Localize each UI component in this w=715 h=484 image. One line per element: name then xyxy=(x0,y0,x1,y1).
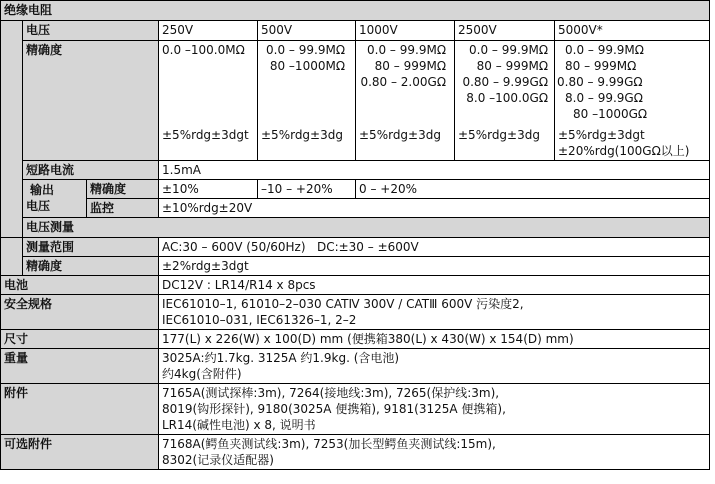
measure-accuracy-label: 精确度 xyxy=(23,257,159,276)
accuracy-1000: ±5%rdg±3dg xyxy=(356,126,455,161)
dimensions-label: 尺寸 xyxy=(1,330,159,349)
row-measure-range xyxy=(1,238,710,257)
range-5000: 0.0 – 99.9MΩ 80 – 999MΩ 0.80 – 9.99GΩ 8.0 – 99.9GΩ 80 –1000GΩ xyxy=(555,41,710,127)
accuracy-250: ±5%rdg±3dgt xyxy=(159,126,258,161)
range-250: 0.0 –100.0MΩ xyxy=(159,41,258,127)
measure-range-value: AC:30 – 600V (50/60Hz) DC:±30 – ±600V xyxy=(159,238,710,257)
section-gutter xyxy=(1,238,23,276)
short-circuit-label: 短路电流 xyxy=(23,161,159,180)
range-500: 0.0 – 99.9MΩ 80 –1000MΩ xyxy=(258,41,356,127)
output-accuracy-250: ±10% xyxy=(159,180,258,199)
output-accuracy-label: 精确度 xyxy=(87,180,159,199)
range-1000: 0.0 – 99.9MΩ 80 – 999MΩ 0.80 – 2.00GΩ xyxy=(356,41,455,127)
voltage-2500: 2500V xyxy=(455,21,555,41)
row-voltage xyxy=(1,21,710,41)
voltage-label: 电压 xyxy=(23,21,159,41)
section-voltage-measure xyxy=(1,218,710,238)
row-short-circuit xyxy=(1,161,710,180)
safety-label: 安全规格 xyxy=(1,295,159,330)
accuracy-500: ±5%rdg±3dg xyxy=(258,126,356,161)
accuracy-5000: ±5%rdg±3dgt ±20%rdg(100GΩ以上) xyxy=(555,126,710,161)
voltage-5000: 5000V* xyxy=(555,21,710,41)
row-output-accuracy xyxy=(1,180,710,199)
range-2500: 0.0 – 99.9MΩ 80 – 999MΩ 0.80 – 9.99GΩ 8.0 –100.0GΩ xyxy=(455,41,555,127)
output-voltage-label: 输出 电压 xyxy=(23,180,87,218)
dimensions-value: 177(L) x 226(W) x 100(D) mm (便携箱380(L) x 430(W) x 154(D) mm) xyxy=(159,330,710,349)
accessories-value: 7165A(测试探棒:3m), 7264(接地线:3m), 7265(保护线:3m), 8019(钩形探针), 9180(3025A 便携箱), 9181(3125A 便携箱), LR14(碱性电池) x 8, 说明书 xyxy=(159,384,710,435)
section-title: 绝缘电阻 xyxy=(1,1,710,21)
optional-accessories-value: 7168A(鳄鱼夹测试线:3m), 7253(加长型鳄鱼夹测试线:15m), 8302(记录仪适配器) xyxy=(159,435,710,470)
section-title: 电压测量 xyxy=(23,218,710,238)
row-weight xyxy=(1,349,710,384)
weight-value: 3025A:约1.7kg. 3125A 约1.9kg. (含电池) 约4kg(含附件) xyxy=(159,349,710,384)
row-monitor xyxy=(1,199,710,218)
voltage-1000: 1000V xyxy=(356,21,455,41)
output-accuracy-rest: 0 – +20% xyxy=(356,180,710,199)
measure-accuracy-value: ±2%rdg±3dgt xyxy=(159,257,710,276)
row-accessories xyxy=(1,384,710,435)
short-circuit-value: 1.5mA xyxy=(159,161,710,180)
output-accuracy-500: –10 – +20% xyxy=(258,180,356,199)
row-measure-accuracy xyxy=(1,257,710,276)
accuracy-2500: ±5%rdg±3dg xyxy=(455,126,555,161)
accessories-label: 附件 xyxy=(1,384,159,435)
voltage-500: 500V xyxy=(258,21,356,41)
accuracy-label: 精确度 xyxy=(23,41,159,161)
monitor-label: 监控 xyxy=(87,199,159,218)
battery-label: 电池 xyxy=(1,276,159,295)
row-safety xyxy=(1,295,710,330)
section-gutter xyxy=(1,21,23,238)
row-ranges xyxy=(1,41,710,127)
row-optional-accessories xyxy=(1,435,710,470)
optional-accessories-label: 可选附件 xyxy=(1,435,159,470)
safety-value: IEC61010–1, 61010–2–030 CATⅣ 300V / CATⅢ 600V 污染度2, IEC61010–031, IEC61326–1, 2–2 xyxy=(159,295,710,330)
voltage-250: 250V xyxy=(159,21,258,41)
battery-value: DC12V : LR14/R14 x 8pcs xyxy=(159,276,710,295)
section-insulation xyxy=(1,1,710,21)
weight-label: 重量 xyxy=(1,349,159,384)
row-battery xyxy=(1,276,710,295)
row-dimensions xyxy=(1,330,710,349)
monitor-value: ±10%rdg±20V xyxy=(159,199,710,218)
measure-range-label: 测量范围 xyxy=(23,238,159,257)
